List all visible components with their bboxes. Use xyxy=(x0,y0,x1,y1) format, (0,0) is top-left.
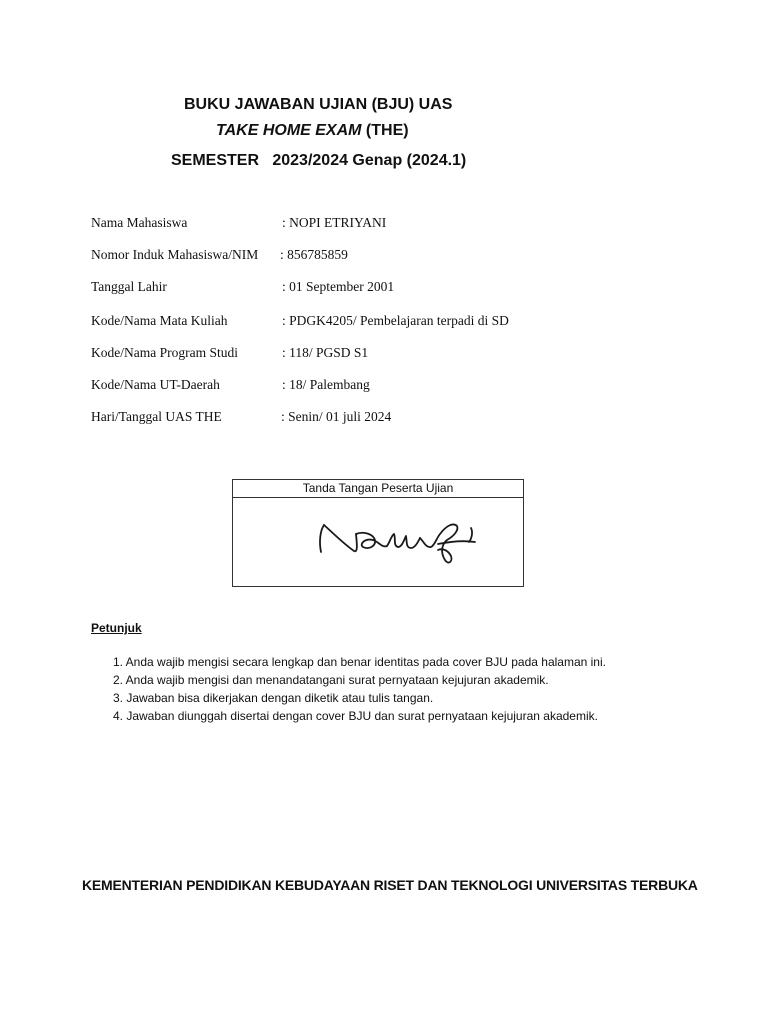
info-label: Nomor Induk Mahasiswa/NIM xyxy=(91,247,259,262)
doc-subtitle-italic: TAKE HOME EXAM xyxy=(216,122,362,139)
info-label: Kode/Nama UT-Daerah xyxy=(91,377,220,392)
list-item: 4. Jawaban diunggah disertai dengan cover BJU dan surat pernyataan kejujuran akademik. xyxy=(113,709,598,723)
signature-image xyxy=(233,498,523,586)
info-value: : 18/ Palembang xyxy=(282,377,370,392)
list-item: 1. Anda wajib mengisi secara lengkap dan benar identitas pada cover BJU pada halaman ini. xyxy=(113,655,606,669)
info-label: Kode/Nama Mata Kuliah xyxy=(91,313,228,328)
doc-subtitle-suffix: (THE) xyxy=(361,122,409,139)
info-value: : Senin/ 01 juli 2024 xyxy=(281,409,392,424)
info-label: Tanggal Lahir xyxy=(91,279,167,294)
signature-area xyxy=(233,498,523,586)
info-value: : 118/ PGSD S1 xyxy=(282,345,369,360)
info-label: Kode/Nama Program Studi xyxy=(91,345,238,360)
info-label: Hari/Tanggal UAS THE xyxy=(91,409,222,424)
doc-title: BUKU JAWABAN UJIAN (BJU) UAS xyxy=(184,96,453,113)
petunjuk-list xyxy=(113,653,606,725)
info-label: Nama Mahasiswa xyxy=(91,215,188,230)
info-value: : 01 September 2001 xyxy=(282,279,395,294)
petunjuk-title: Petunjuk xyxy=(91,621,142,635)
info-value: : 856785859 xyxy=(280,247,348,262)
footer-institution: KEMENTERIAN PENDIDIKAN KEBUDAYAAN RISET DAN TEKNOLOGI UNIVERSITAS TERBUKA xyxy=(82,877,698,893)
list-item: 2. Anda wajib mengisi dan menandatangani surat pernyataan kejujuran akademik. xyxy=(113,673,549,687)
list-item: 3. Jawaban bisa dikerjakan dengan diketik atau tulis tangan. xyxy=(113,691,434,705)
doc-semester: SEMESTER 2023/2024 Genap (2024.1) xyxy=(171,152,467,169)
info-value: : PDGK4205/ Pembelajaran terpadi di SD xyxy=(282,313,509,328)
signature-header: Tanda Tangan Peserta Ujian xyxy=(233,480,523,498)
info-value: : NOPI ETRIYANI xyxy=(282,215,387,230)
doc-subtitle xyxy=(216,122,409,140)
signature-box xyxy=(232,479,524,587)
